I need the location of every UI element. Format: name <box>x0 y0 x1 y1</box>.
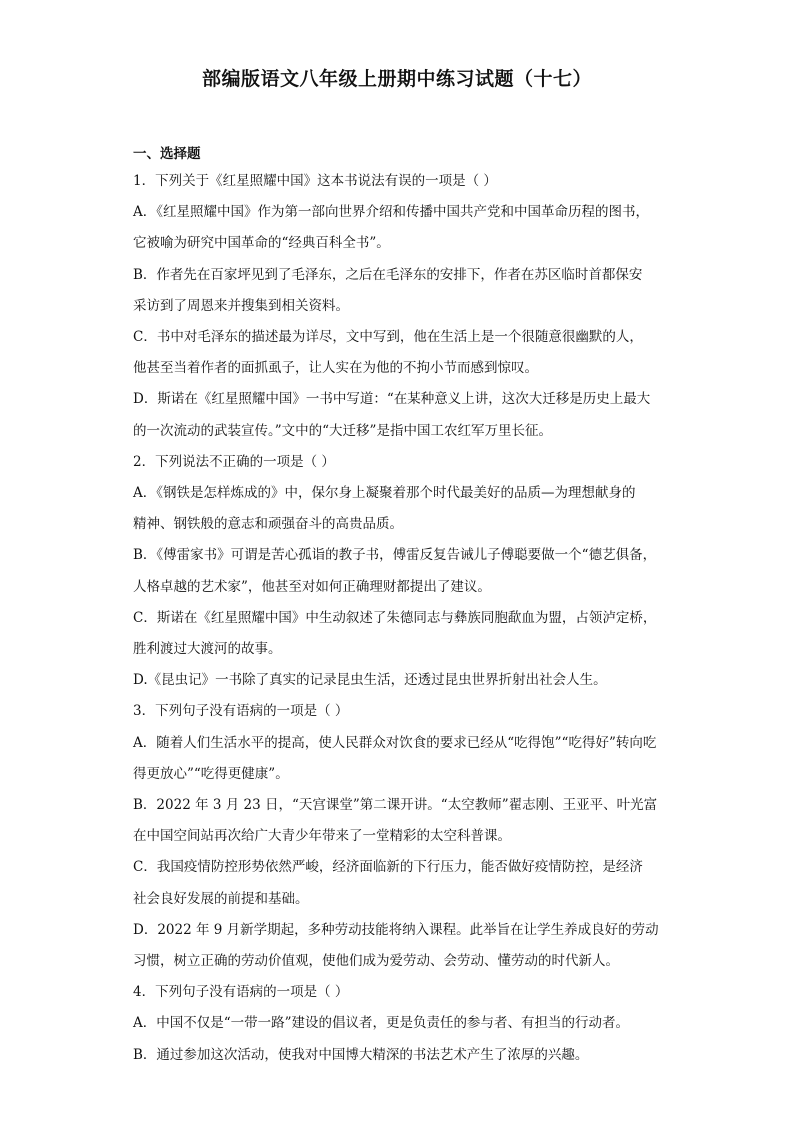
question-2 <box>133 447 673 697</box>
option-text-line: 得更放心”“吃得更健康”。 <box>133 765 289 782</box>
option-text-line: A．《钢铁是怎样炼成的》中，保尔身上凝聚着那个时代最美好的品质—为理想献身的 <box>133 485 636 502</box>
option-text-line: C．书中对毛泽东的描述最为详尽，文中写到，他在生活上是一个很随意很幽默的人， <box>133 329 643 346</box>
option-text-line: D.《昆虫记》一书除了真实的记录昆虫生活，还透过昆虫世界折射出社会人生。 <box>133 672 607 689</box>
option-text-line: 人格卓越的艺术家”，他甚至对如何正确理财都提出了建议。 <box>133 578 491 595</box>
option-text-line: A．随着人们生活水平的提高，使人民群众对饮食的要求已经从“吃得饱”“吃得好”转向吃 <box>133 734 657 751</box>
option-text-line: D．斯诺在《红星照耀中国》一书中写道：“在某种意义上讲，这次大迁移是历史上最大 <box>133 391 651 408</box>
question-3 <box>133 696 673 977</box>
option-text-line: 他甚至当着作者的面抓虱子，让人实在为他的不拘小节而感到惊叹。 <box>133 360 538 377</box>
option-text-line: B．2022 年 3 月 23 日，“天宫课堂”第二课开讲。“太空教师”翟志刚、王亚平、叶光富 <box>133 797 658 814</box>
option-text-line: A．中国不仅是“一带一路”建设的倡议者，更是负责任的参与者、有担当的行动者。 <box>133 1015 630 1032</box>
option-text-line: C．我国疫情防控形势依然严峻，经济面临新的下行压力，能否做好疫情防控，是经济 <box>133 859 643 876</box>
question-1 <box>133 166 673 447</box>
option-text-line: 习惯，树立正确的劳动价值观，使他们成为爱劳动、会劳动、懂劳动的时代新人。 <box>133 953 619 970</box>
option-text-line: 采访到了周恩来并搜集到相关资料。 <box>133 297 349 314</box>
question-stem: 4．下列句子没有语病的一项是（ ） <box>133 984 349 1001</box>
option-text-line: 社会良好发展的前提和基础。 <box>133 890 309 907</box>
question-stem: 3．下列句子没有语病的一项是（ ） <box>133 703 349 720</box>
option-text-line: 胜利渡过大渡河的故事。 <box>133 641 282 658</box>
question-stem: 1．下列关于《红星照耀中国》这本书说法有误的一项是（ ） <box>133 173 497 189</box>
question-stem: 2．下列说法不正确的一项是（ ） <box>133 453 335 470</box>
option-text-line: 它被喻为研究中国革命的“经典百科全书”。 <box>133 235 390 252</box>
option-text-line: B．作者先在百家坪见到了毛泽东，之后在毛泽东的安排下，作者在苏区临时首都保安 <box>133 266 643 283</box>
section-heading: 一、选择题 <box>133 146 201 162</box>
page-title: 部编版语文八年级上册期中练习试题（十七） <box>201 68 592 90</box>
option-text-line: 在中国空间站再次给广大青少年带来了一堂精彩的太空科普课。 <box>133 828 511 845</box>
option-text-line: D．2022 年 9 月新学期起，多种劳动技能将纳入课程。此举旨在让学生养成良好的劳动 <box>133 921 659 938</box>
option-text-line: A．《红星照耀中国》作为第一部向世界介绍和传播中国共产党和中国革命历程的图书， <box>133 204 649 221</box>
option-text-line: B．通过参加这次活动，使我对中国博大精深的书法艺术产生了浓厚的兴趣。 <box>133 1046 589 1063</box>
option-text-line: C．斯诺在《红星照耀中国》中生动叙述了朱德同志与彝族同胞歃血为盟，占领泸定桥， <box>133 609 657 626</box>
option-text-line: 的一次流动的武装宣传。”文中的“大迁移”是指中国工农红军万里长征。 <box>133 422 552 439</box>
option-text-line: B．《傅雷家书》可谓是苦心孤诣的教子书，傅雷反复告诫儿子傅聪要做一个“德艺俱备， <box>133 547 657 564</box>
option-text-line: 精神、钢铁般的意志和顽强奋斗的高贵品质。 <box>133 516 403 533</box>
question-4 <box>133 977 673 1071</box>
document-body <box>133 144 673 1071</box>
